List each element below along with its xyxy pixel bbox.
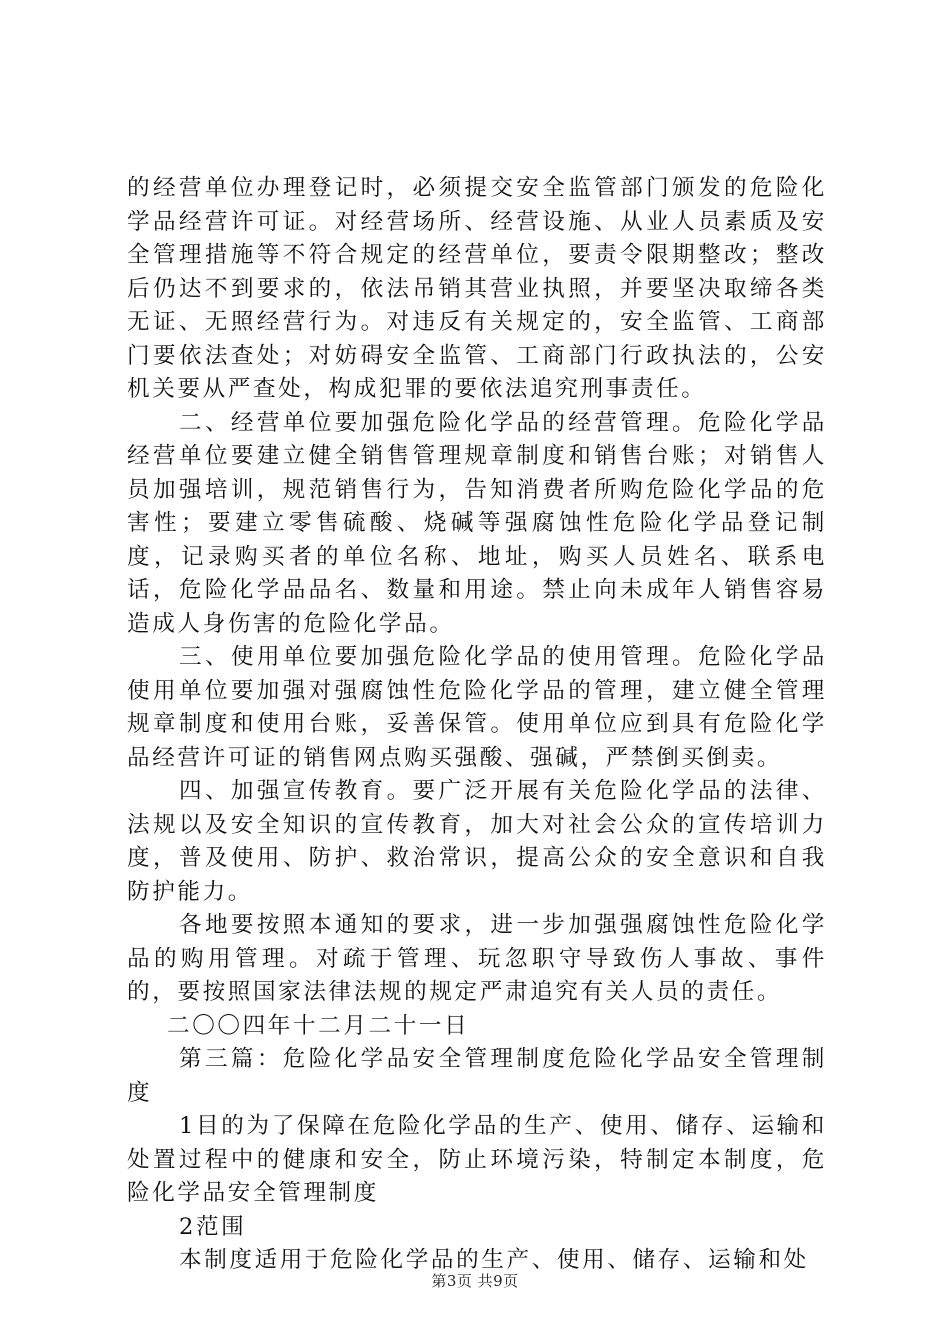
chapter-heading: 第三篇：危险化学品安全管理制度危险化学品安全管理制度 bbox=[127, 1046, 827, 1106]
paragraph-scope: 本制度适用于危险化学品的生产、使用、储存、运输和处 bbox=[179, 1247, 809, 1273]
document-date: 二〇〇四年十二月二十一日 bbox=[167, 1012, 470, 1039]
paragraph-purpose: 1目的为了保障在危险化学品的生产、使用、储存、运输和处置过程中的健康和安全，防止环境污染，特制定本制度，危险化学品安全管理制度 bbox=[127, 1113, 827, 1206]
paragraph-closing-notice: 各地要按照本通知的要求，进一步加强强腐蚀性危险化学品的购用管理。对疏于管理、玩忽职守导致伤人事故、事件的，要按照国家法律法规的规定严肃追究有关人员的责任。 bbox=[127, 912, 827, 1005]
paragraph-section-four: 四、加强宣传教育。要广泛开展有关危险化学品的法律、法规以及安全知识的宣传教育，加大对社会公众的宣传培训力度，普及使用、防护、救治常识，提高公众的安全意识和自我防护能力。 bbox=[127, 778, 827, 905]
document-body bbox=[127, 172, 827, 1278]
paragraph-section-three: 三、使用单位要加强危险化学品的使用管理。危险化学品使用单位要加强对强腐蚀性危险化学品的管理，建立健全管理规章制度和使用台账，妥善保管。使用单位应到具有危险化学品经营许可证的销售网点购买强酸、强碱，严禁倒买倒卖。 bbox=[127, 644, 827, 771]
page-number-footer: 第3页 共9页 bbox=[431, 1272, 519, 1290]
paragraph-section-two: 二、经营单位要加强危险化学品的经营管理。危险化学品经营单位要建立健全销售管理规章制度和销售台账；对销售人员加强培训，规范销售行为，告知消费者所购危险化学品的危害性；要建立零售硫酸、烧碱等强腐蚀性危险化学品登记制度，记录购买者的单位名称、地址，购买人员姓名、联系电话，危险化学品品名、数量和用途。禁止向未成年人销售容易造成人身伤害的危险化学品。 bbox=[127, 409, 827, 637]
paragraph-continuation: 的经营单位办理登记时，必须提交安全监管部门颁发的危险化学品经营许可证。对经营场所、经营设施、从业人员素质及安全管理措施等不符合规定的经营单位，要责令限期整改；整改后仍达不到要求的，依法吊销其营业执照，并要坚决取缔各类无证、无照经营行为。对违反有关规定的，安全监管、工商部门要依法查处；对妨碍安全监管、工商部门行政执法的，公安机关要从严查处，构成犯罪的要依法追究刑事责任。 bbox=[127, 175, 827, 402]
section-heading-scope: 2范围 bbox=[179, 1213, 247, 1240]
